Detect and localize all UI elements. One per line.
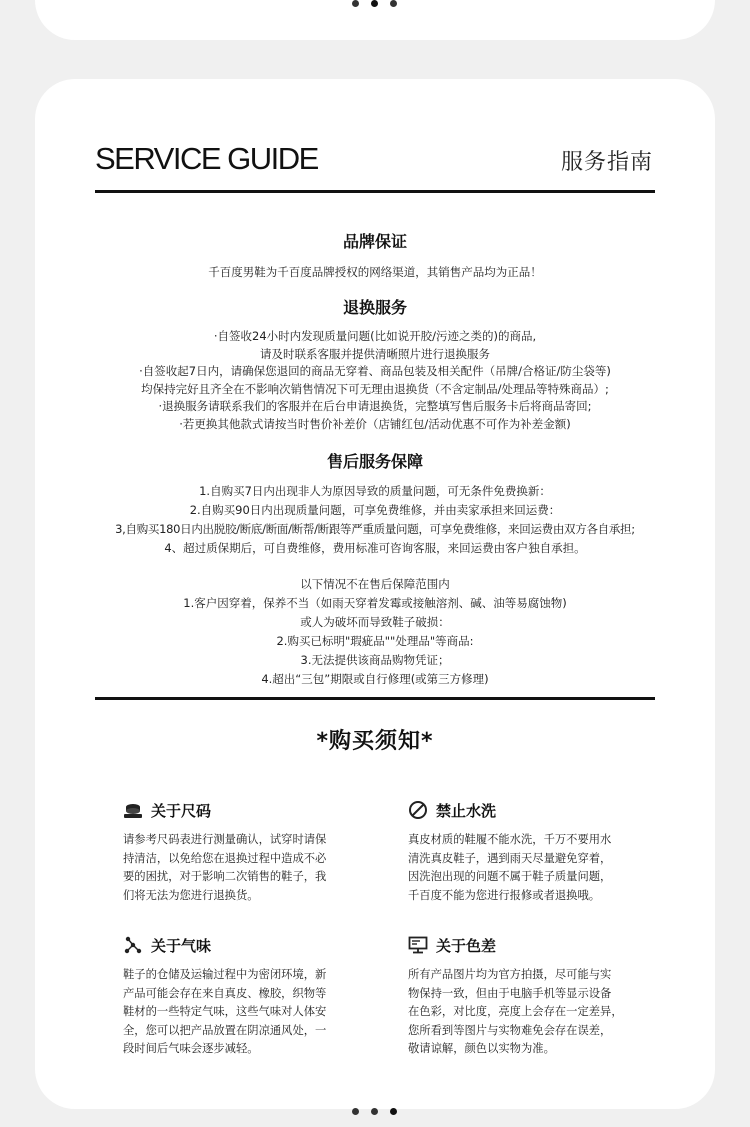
odor-notice-title: 关于气味 — [151, 936, 212, 955]
size-notice-line: 请参考尺码表进行测量确认，试穿时请保 — [123, 833, 327, 846]
returns-line: ·若更换其他款式请按当时售价补差价（店铺红包/活动优惠不可作为补差金额) — [179, 416, 571, 431]
aftersales-section — [35, 449, 715, 558]
pager-dot-active[interactable] — [390, 1108, 397, 1115]
color-diff-notice-line: 所有产品图片均为官方拍摄，尽可能与实 — [408, 968, 612, 981]
returns-section — [35, 295, 715, 433]
pager-dot[interactable] — [352, 1108, 359, 1115]
returns-line: ·自签收起7日内，请确保您退回的商品无穿着、商品包装及相关配件（吊牌/合格证/防尘袋等) — [139, 364, 611, 378]
exclusions-heading: 以下情况不在售后保障范围内 — [300, 577, 450, 591]
color-diff-notice-line: 您所看到等图片与实物难免会存在误差， — [408, 1023, 612, 1037]
no-wash-notice-line: 真皮材质的鞋履不能水洗，千万不要用水 — [408, 833, 612, 846]
aftersales-line: 2.自购买90日内出现质量问题，可享免费维修，并由卖家承担来回运费： — [189, 503, 561, 517]
odor-notice-line: 产品可能会存在来自真皮、橡胶，织物等 — [123, 986, 327, 1000]
no-wash-notice-line: 因洗泡出现的问题不属于鞋子质量问题， — [408, 870, 612, 883]
brand-heading: 品牌保证 — [342, 232, 407, 251]
bottom-pager-dots — [352, 1108, 397, 1115]
returns-heading: 退换服务 — [342, 298, 407, 317]
returns-line: ·退换服务请联系我们的客服并在后台申请退换货，完整填写售后服务卡后将商品寄回; — [158, 399, 592, 413]
color-diff-notice-line: 在色彩，对比度，亮度上会存在一定差异， — [408, 1005, 623, 1018]
aftersales-line: 3,自购买180日内出脱胶/断底/断面/断帮/断跟等严重质量问题，可享免费维修，来回运费由双方各自承担; — [115, 522, 635, 536]
odor-notice-box — [123, 934, 373, 1059]
returns-line: ·自签收24小时内发现质量问题(比如说开胶/污迹之类的)的商品, — [213, 329, 537, 343]
returns-line: 请及时联系客服并提供清晰照片进行退换服务 — [260, 346, 490, 361]
size-notice-line: 要的困扰，对于影响二次销售的鞋子，我 — [123, 870, 327, 883]
odor-icon — [123, 935, 143, 955]
size-notice-title: 关于尺码 — [151, 801, 212, 820]
odor-notice-line: 鞋材的一些特定气味，这些气味对人体安 — [123, 1005, 327, 1018]
service-guide-title: SERVICE GUIDE — [95, 141, 318, 176]
pager-dot[interactable] — [371, 1108, 378, 1115]
ruler-stack-icon — [123, 800, 143, 820]
divider-bottom — [95, 697, 655, 700]
divider-top — [95, 190, 655, 193]
aftersales-heading: 售后服务保障 — [326, 452, 423, 471]
size-notice-box — [123, 799, 373, 905]
color-diff-notice-line: 物保持一致，但由于电脑手机等显示设备 — [408, 986, 612, 1000]
no-wash-notice-line: 千百度不能为您进行报修或者退换哦。 — [408, 888, 601, 902]
no-wash-icon — [408, 800, 428, 820]
odor-notice-line: 全，您可以把产品放置在阴凉通风处，一 — [123, 1023, 327, 1037]
exclusions-line: 3.无法提供该商品购物凭证； — [300, 653, 450, 667]
no-wash-notice-line: 清洗真皮鞋子，遇到雨天尽量避免穿着， — [408, 851, 612, 865]
purchase-notice-title: *购买须知* — [316, 729, 434, 754]
service-guide-title-cn: 服务指南 — [560, 150, 653, 175]
pager-dot-active[interactable] — [371, 0, 378, 7]
aftersales-line: 1.自购买7日内出现非人为原因导致的质量问题，可无条件免费换新： — [199, 484, 551, 498]
aftersales-line: 4、超过质保期后，可自费维修，费用标准可咨询客服，来回运费由客户独自承担。 — [164, 541, 586, 555]
top-pager-dots — [352, 0, 397, 7]
size-notice-line: 持清洁，以免给您在退换过程中造成不必 — [123, 851, 327, 865]
returns-line: 均保持完好且齐全在不影响次销售情况下可无理由退换货（不含定制品/处理品等特殊商品）; — [141, 381, 609, 396]
service-guide-card — [35, 79, 715, 1109]
pager-dot[interactable] — [352, 0, 359, 7]
size-notice-line: 们将无法为您进行退换货。 — [123, 888, 259, 902]
odor-notice-line: 段时间后气味会逐步减轻。 — [123, 1042, 259, 1055]
brand-line: 千百度男鞋为千百度品牌授权的网络渠道，其销售产品均为正品！ — [208, 265, 542, 279]
exclusions-line: 2.购买已标明"瑕疵品""处理品"等商品: — [276, 634, 474, 648]
odor-notice-line: 鞋子的仓储及运输过程中为密闭环境，新 — [123, 968, 327, 981]
color-diff-notice-box — [408, 934, 658, 1059]
exclusions-line: 1.客户因穿着，保养不当（如雨天穿着发霉或接触溶剂、碱、油等易腐蚀物) — [183, 596, 567, 610]
color-diff-notice-title: 关于色差 — [436, 936, 497, 955]
exclusions-line: 或人为破坏而导致鞋子破损： — [300, 615, 450, 629]
pager-dot[interactable] — [390, 0, 397, 7]
exclusions-section — [35, 575, 715, 689]
brand-section — [35, 229, 715, 282]
exclusions-line: 4.超出“三包”期限或自行修理(或第三方修理) — [261, 672, 489, 686]
no-wash-notice-title: 禁止水洗 — [436, 801, 497, 820]
monitor-icon — [408, 935, 428, 955]
color-diff-notice-line: 敬请谅解，颜色以实物为准。 — [408, 1042, 555, 1055]
no-wash-notice-box — [408, 799, 658, 905]
